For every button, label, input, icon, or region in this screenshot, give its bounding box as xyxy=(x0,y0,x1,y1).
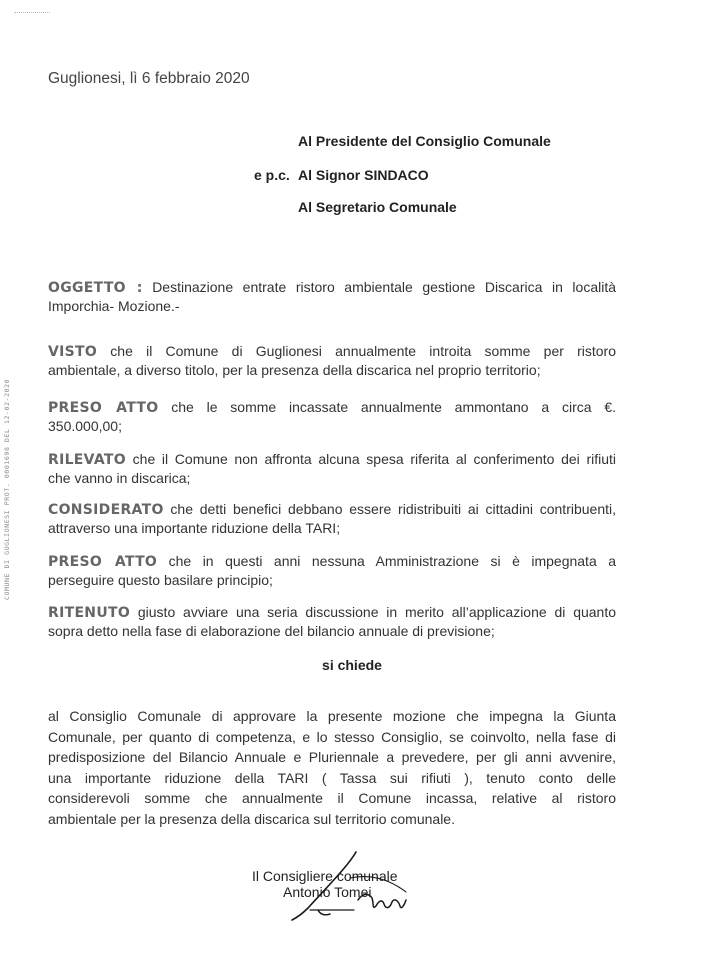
visto-text-2: ambientale, a diverso titolo, per la presenza della discarica nel proprio territorio; xyxy=(48,362,541,378)
considerato-text-2: attraverso una importante riduzione della TARI; xyxy=(48,520,341,536)
preso1-line-1 xyxy=(48,398,616,417)
recipient-mayor: Al Signor SINDACO xyxy=(298,167,429,183)
rilevato-text-2: che vanno in discarica; xyxy=(48,470,191,486)
request-line: predisposizione del Bilancio Annuale e Pluriennale a prevedere, per gli anni avvenire, xyxy=(48,749,616,765)
subject-section xyxy=(48,278,616,315)
subject-text-2: Imporchia- Mozione.- xyxy=(48,298,180,314)
ritenuto-paragraph xyxy=(48,603,616,640)
subject-label: OGGETTO : xyxy=(48,280,143,296)
recipient-president: Al Presidente del Consiglio Comunale xyxy=(298,133,551,149)
considerato-label: CONSIDERATO xyxy=(48,502,164,518)
preso1-label: PRESO ATTO xyxy=(48,400,159,416)
considerato-text-1: che detti benefici debbano essere ridistribuiti ai cittadini contribuenti, xyxy=(170,501,616,517)
request-heading: si chiede xyxy=(322,657,382,673)
request-line: considerevoli somme che annualmente il Comune incassa, relative al ristoro xyxy=(48,790,616,806)
scan-mark xyxy=(14,12,50,16)
preso2-text-1: che in questi anni nessuna Amministrazione si è impegnata a xyxy=(168,553,617,569)
preso-atto-paragraph-1 xyxy=(48,398,616,435)
request-line: al Consiglio Comunale di approvare la presente mozione che impegna la Giunta xyxy=(48,708,616,724)
preso2-line-1 xyxy=(48,552,616,571)
considerato-paragraph xyxy=(48,500,616,537)
signature-role: Il Consigliere comunale xyxy=(252,868,398,884)
preso1-text-1: che le somme incassate annualmente ammontano a circa €. xyxy=(171,399,616,415)
preso1-text-2: 350.000,00; xyxy=(48,418,122,434)
request-line: una importante riduzione della TARI ( Tassa sui rifiuti ), tenuto conto delle xyxy=(48,769,616,786)
handwritten-signature xyxy=(258,848,418,928)
rilevato-label: RILEVATO xyxy=(48,452,126,468)
considerato-line-1 xyxy=(48,500,616,519)
ritenuto-label: RITENUTO xyxy=(48,605,131,621)
place-date: Guglionesi, lì 6 febbraio 2020 xyxy=(48,70,250,87)
visto-line-1 xyxy=(48,342,616,361)
ritenuto-line-1 xyxy=(48,603,616,622)
subject-line-1 xyxy=(48,278,616,297)
rilevato-line-1 xyxy=(48,450,616,469)
request-paragraph xyxy=(48,706,616,829)
request-line: Comunale, per quanto di competenza, e lo stesso Consiglio, se coinvolto, nella fase di xyxy=(48,728,616,745)
rilevato-text-1: che il Comune non affronta alcuna spesa riferita al conferimento dei rifiuti xyxy=(132,451,617,467)
ritenuto-text-1: giusto avviare una seria discussione in merito all’applicazione di quanto xyxy=(137,604,617,620)
recipient-secretary: Al Segretario Comunale xyxy=(298,199,457,215)
visto-label: VISTO xyxy=(48,344,98,360)
preso2-text-2: perseguire questo basilare principio; xyxy=(48,572,273,588)
signature-name: Antonio Tomei xyxy=(283,884,372,900)
visto-text-1: che il Comune di Guglionesi annualmente introita somme per ristoro xyxy=(110,343,616,359)
visto-paragraph xyxy=(48,342,616,379)
request-line: ambientale per la presenza della discarica sul territorio comunale. xyxy=(48,810,455,827)
protocol-stamp: COMUNE DI GUGLIONESI PROT. 0001698 DEL 12-02-2020 xyxy=(3,378,11,600)
recipient-cc-prefix: e p.c. xyxy=(254,167,290,183)
preso2-label: PRESO ATTO xyxy=(48,554,158,570)
ritenuto-text-2: sopra detto nella fase di elaborazione del bilancio annuale di previsione; xyxy=(48,623,495,639)
subject-text-1: Destinazione entrate ristoro ambientale gestione Discarica in località xyxy=(152,279,616,295)
rilevato-paragraph xyxy=(48,450,616,487)
preso-atto-paragraph-2 xyxy=(48,552,616,589)
